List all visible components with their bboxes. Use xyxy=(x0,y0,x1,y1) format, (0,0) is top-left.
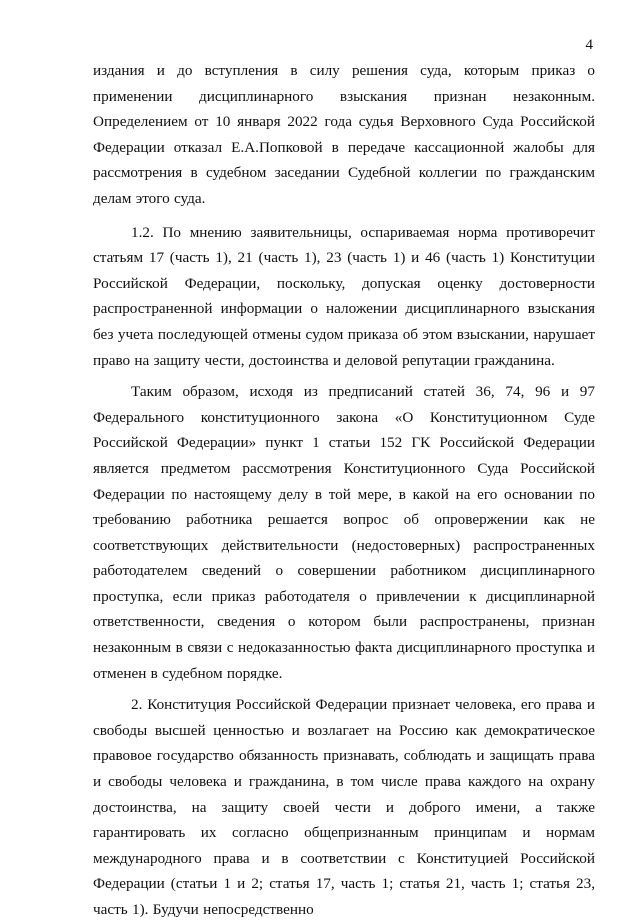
paragraph-subject-of-review: Таким образом, исходя из предписаний статей 36, 74, 96 и 97 Федерального конституционного закона «О Конституционном Суде Российской Федерации» пункт 1 статьи 152 ГК Российской Федерации является предметом рассмотрения Конституционного Суда Российской Федерации по настоящему делу в той мере, в какой на его основании по требованию работника решается вопрос об опровержении как не соответствующих действительности (недостоверных) распространенных работодателем сведений о совершении работником дисциплинарного проступка, если приказ работодателя о привлечении к дисциплинарной ответственности, сведения о котором были распространены, признан незаконным в связи с недоказанностью факта дисциплинарного проступка и отменен в судебном порядке. xyxy=(93,383,595,682)
paragraph-2: 2. Конституция Российской Федерации признает человека, его права и свободы высшей ценностью и возлагает на Россию как демократическое правовое государство обязанность признавать, соблюдать и защищать права и свободы человека и гражданина, в том числе права каждого на охрану достоинства, на защиту своей чести и доброго имени, а также гарантировать их согласно общепризнанным принципам и нормам международного права и в соответствии с Конституцией Российской Федерации (статьи 1 и 2; статья 17, часть 1; статья 21, часть 1; статья 23, часть 1). Будучи непосредственно xyxy=(93,696,595,918)
paragraph-1-2: 1.2. По мнению заявительницы, оспариваемая норма противоречит статьям 17 (часть 1), 21 (часть 1), 23 (часть 1) и 46 (часть 1) Конституции Российской Федерации, поскольку, допуская оценку достоверности распространенной информации о наложении дисциплинарного взыскания без учета последующей отмены судом приказа об этом взыскании, нарушает право на защиту чести, достоинства и деловой репутации гражданина. xyxy=(93,223,595,369)
page-number: 4 xyxy=(585,37,593,53)
paragraph-continuation: издания и до вступления в силу решения суда, которым приказ о применении дисциплинарного взыскания признан незаконным. Определением от 10 января 2022 года судья Верховного Суда Российской Федерации отказал Е.А.Попковой в передаче кассационной жалобы для рассмотрения в судебном заседании Судебной коллегии по гражданским делам этого суда. xyxy=(93,62,595,207)
document-body xyxy=(93,58,595,923)
